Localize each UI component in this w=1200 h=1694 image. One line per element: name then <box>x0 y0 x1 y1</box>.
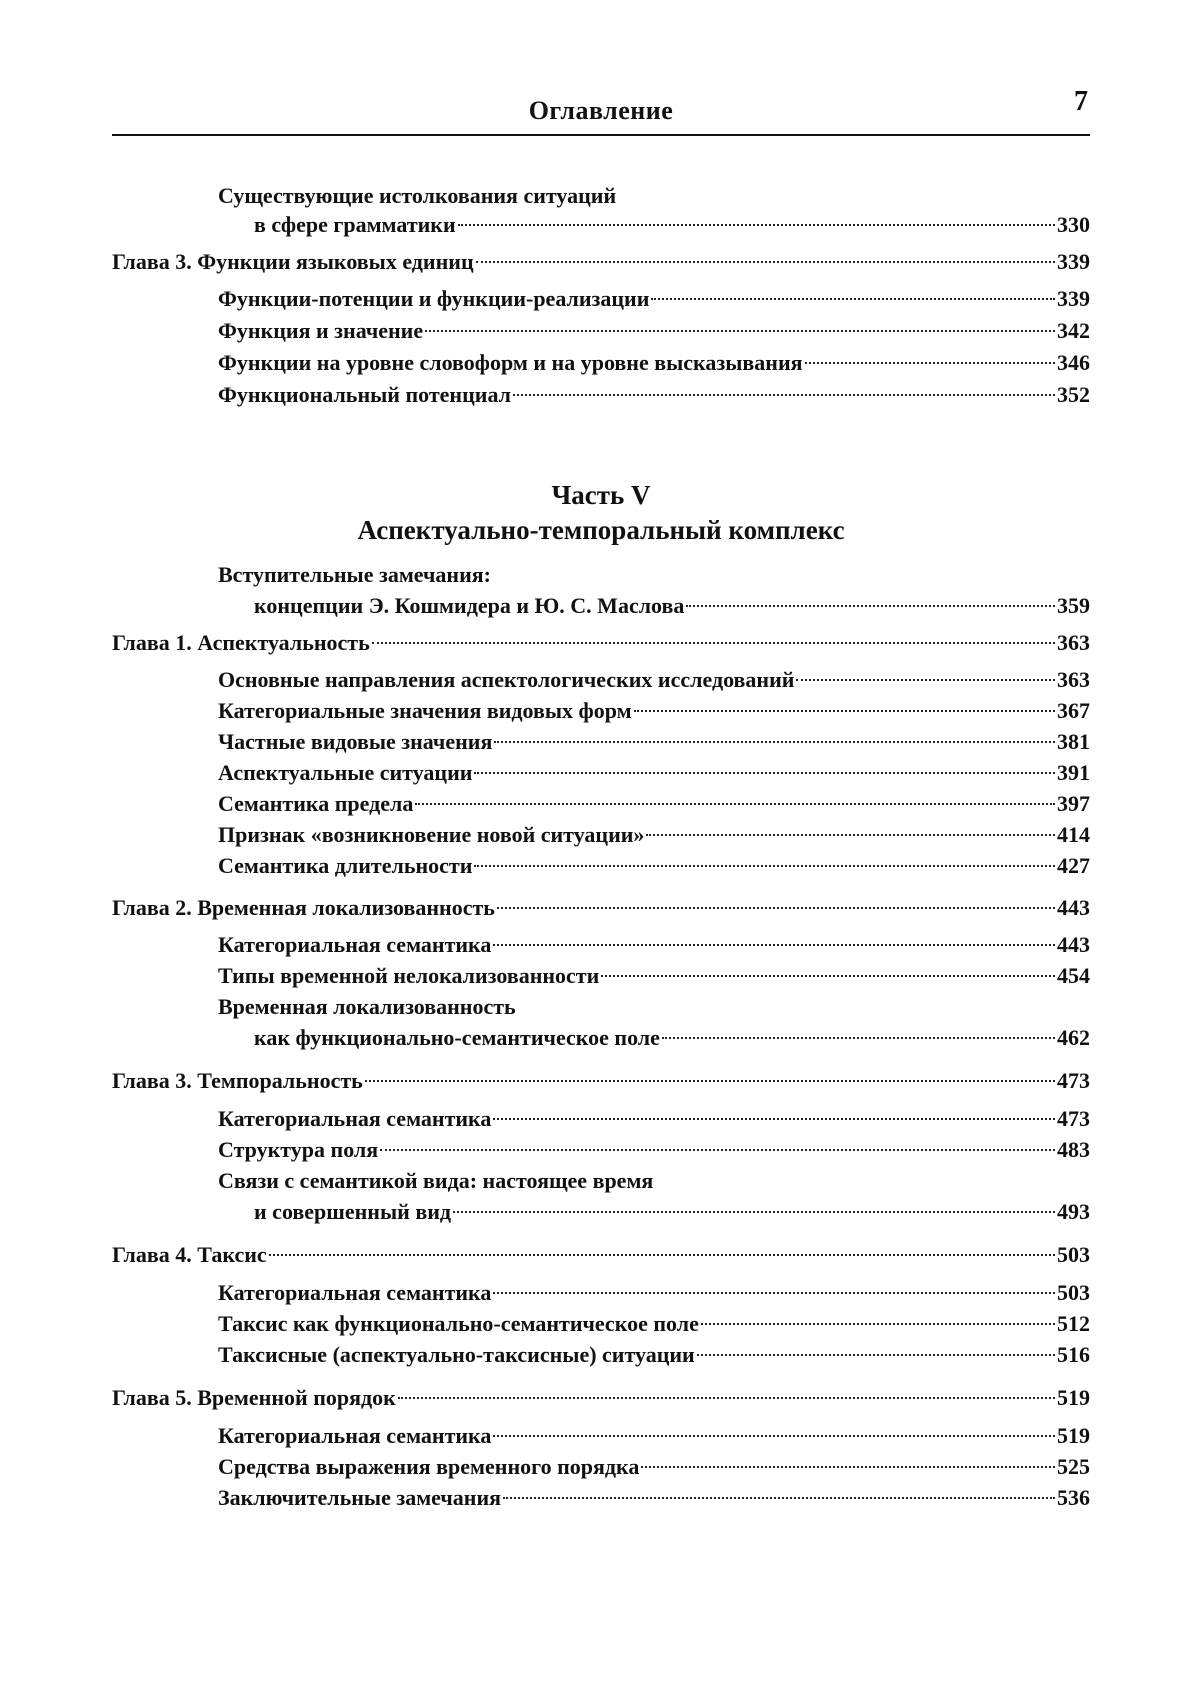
running-header <box>112 84 1090 136</box>
toc-entry[interactable]: Категориальные значения видовых форм 367 <box>218 698 1090 723</box>
toc-entry[interactable]: как функционально-семантическое поле 462 <box>254 1025 1090 1050</box>
toc-entry[interactable]: Функция и значение 342 <box>218 318 1090 343</box>
part-title: Аспектуально-темпоральный комплекс <box>357 515 845 545</box>
toc-chapter[interactable]: Глава 1. Аспектуальность 363 <box>112 630 1090 655</box>
toc-line: Связи с семантикой вида: настоящее время <box>218 1168 654 1193</box>
toc-chapter[interactable]: Глава 3. Темпоральность 473 <box>112 1068 1090 1093</box>
toc-entry[interactable]: Функциональный потенциал 352 <box>218 382 1090 407</box>
toc-entry[interactable]: Частные видовые значения 381 <box>218 729 1090 754</box>
page-number: 7 <box>1074 86 1088 117</box>
toc-entry[interactable]: Категориальная семантика 503 <box>218 1280 1090 1305</box>
toc-line: Существующие истолкования ситуаций <box>218 183 617 208</box>
toc-entry[interactable]: Категориальная семантика 519 <box>218 1423 1090 1448</box>
toc-entry[interactable]: Функции на уровне словоформ и на уровне высказывания 346 <box>218 350 1090 375</box>
toc-entry[interactable]: Аспектуальные ситуации 391 <box>218 760 1090 785</box>
toc-entry[interactable]: в сфере грамматики 330 <box>254 212 1090 237</box>
toc-entry[interactable]: Типы временной нелокализованности 454 <box>218 963 1090 988</box>
toc-entry[interactable]: Таксис как функционально-семантическое поле 512 <box>218 1311 1090 1336</box>
toc-entry[interactable]: Заключительные замечания 536 <box>218 1485 1090 1510</box>
toc-entry[interactable]: Семантика длительности 427 <box>218 853 1090 878</box>
toc-entry[interactable]: Таксисные (аспектуально-таксисные) ситуации 516 <box>218 1342 1090 1367</box>
toc-entry[interactable]: Категориальная семантика 443 <box>218 932 1090 957</box>
toc-line: Временная локализованность <box>218 994 516 1019</box>
part-label: Часть V <box>551 480 651 510</box>
toc-chapter[interactable]: Глава 5. Временной порядок 519 <box>112 1385 1090 1410</box>
toc-chapter[interactable]: Глава 3. Функции языковых единиц 339 <box>112 249 1090 274</box>
toc-entry[interactable]: Функции-потенции и функции-реализации 339 <box>218 286 1090 311</box>
toc-entry[interactable]: Структура поля 483 <box>218 1137 1090 1162</box>
toc-entry[interactable]: концепции Э. Кошмидера и Ю. С. Маслова 359 <box>254 593 1090 618</box>
toc-line: Вступительные замечания: <box>218 562 492 587</box>
toc-entry[interactable]: Признак «возникновение новой ситуации» 414 <box>218 822 1090 847</box>
toc-entry[interactable]: Основные направления аспектологических исследований 363 <box>218 667 1090 692</box>
toc-entry[interactable]: Средства выражения временного порядка 525 <box>218 1454 1090 1479</box>
header-title: Оглавление <box>528 96 674 125</box>
toc-entry[interactable]: Категориальная семантика 473 <box>218 1106 1090 1131</box>
toc-entry[interactable]: Семантика предела 397 <box>218 791 1090 816</box>
toc-chapter[interactable]: Глава 2. Временная локализованность 443 <box>112 895 1090 920</box>
toc-chapter[interactable]: Глава 4. Таксис 503 <box>112 1242 1090 1267</box>
toc-entry[interactable]: и совершенный вид 493 <box>254 1199 1090 1224</box>
